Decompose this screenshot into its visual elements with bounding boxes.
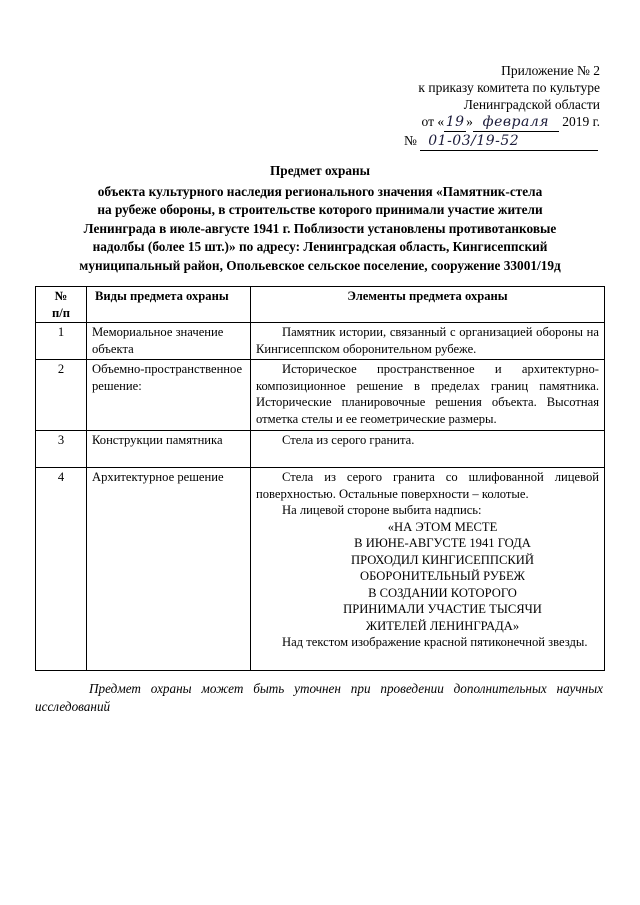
inscription-line: «НА ЭТОМ МЕСТЕ (387, 519, 498, 534)
table-row (36, 431, 605, 468)
document-heading (20, 162, 620, 275)
date-year: 2019 г. (562, 114, 600, 129)
appendix-number (300, 132, 600, 151)
heading-line-1: объекта культурного наследия регионального значения «Памятник-стела (97, 183, 543, 199)
header-number (36, 287, 87, 323)
heading-line-3: Ленинграда в июле-августе 1941 г. Поблизости установлены противотанковые (83, 220, 557, 236)
heading-line-2: на рубеже обороны, в строительстве которого принимали участие жители (97, 202, 543, 217)
inscription-line: ПРОХОДИЛ КИНГИСЕППСКИЙ (351, 552, 534, 567)
row-elements (251, 431, 605, 468)
header-number-sign: № (54, 289, 68, 303)
row-element-text: На лицевой стороне выбита надпись: (282, 503, 482, 517)
date-day-handwritten: 19 (445, 114, 465, 130)
row-element-text: Историческое пространственное и архитектурно-композиционное решение в пределах границ памятника. Исторические планировочные решения объекта. Высотная отметка стелы и ее геометрические размеры. (256, 362, 599, 426)
date-prefix: от « (421, 114, 445, 129)
heading-title: Предмет охраны (269, 163, 371, 178)
row-element-text: Стела из серого гранита. (282, 433, 415, 447)
row-number: 1 (36, 323, 87, 360)
number-handwritten: 01-03/19-52 (420, 133, 598, 151)
inscription-line: В СОЗДАНИИ КОТОРОГО (368, 585, 517, 600)
heading-line-4: надолбы (более 15 шт.)» по адресу: Ленинградская область, Кингисеппский (92, 239, 548, 254)
table-row (36, 468, 605, 671)
row-elements (251, 360, 605, 431)
inscription-line: В ИЮНЕ-АВГУСТЕ 1941 ГОДА (354, 536, 531, 550)
stele-inscription (256, 519, 599, 635)
appendix-date (300, 113, 600, 132)
appendix-block (300, 62, 600, 151)
appendix-title: Приложение № 2 (501, 63, 600, 78)
table-header-row (36, 287, 605, 323)
header-number-pp: п/п (51, 305, 70, 320)
appendix-order-ref: к приказу комитета по культуре (418, 80, 600, 95)
row-element-text: Памятник истории, связанный с организацией обороны на Кингисеппском оборонительном рубеже. (256, 325, 599, 356)
header-elements: Элементы предмета охраны (251, 287, 605, 323)
row-number: 3 (36, 431, 87, 468)
table-row (36, 323, 605, 360)
date-month-handwritten: февраля (473, 114, 559, 132)
row-number: 4 (36, 468, 87, 671)
row-elements (251, 468, 605, 671)
row-type: Конструкции памятника (87, 431, 251, 468)
table-row (36, 360, 605, 431)
inscription-line: ЖИТЕЛЕЙ ЛЕНИНГРАДА» (365, 618, 520, 633)
row-type: Объемно-пространственное решение: (87, 360, 251, 431)
row-type: Архитектурное решение (87, 468, 251, 671)
row-element-text: Над текстом изображение красной пятиконечной звезды. (282, 635, 588, 649)
header-type: Виды предмета охраны (87, 287, 251, 323)
inscription-line: ОБОРОНИТЕЛЬНЫЙ РУБЕЖ (360, 569, 525, 583)
row-element-text: Стела из серого гранита со шлифованной лицевой поверхностью. Остальные поверхности – колотые. (256, 470, 599, 501)
protection-subject-table (35, 286, 605, 671)
appendix-region: Ленинградской области (463, 97, 600, 112)
inscription-line: ПРИНИМАЛИ УЧАСТИЕ ТЫСЯЧИ (343, 602, 542, 616)
row-type: Мемориальное значение объекта (87, 323, 251, 360)
row-elements (251, 323, 605, 360)
date-mid: » (466, 114, 473, 129)
footnote: Предмет охраны может быть уточнен при проведении дополнительных научных исследований (35, 681, 603, 714)
heading-line-5: муниципальный район, Опольевское сельское поселение, сооружение 33001/19д (79, 257, 561, 273)
row-number: 2 (36, 360, 87, 431)
number-prefix: № (404, 133, 417, 148)
